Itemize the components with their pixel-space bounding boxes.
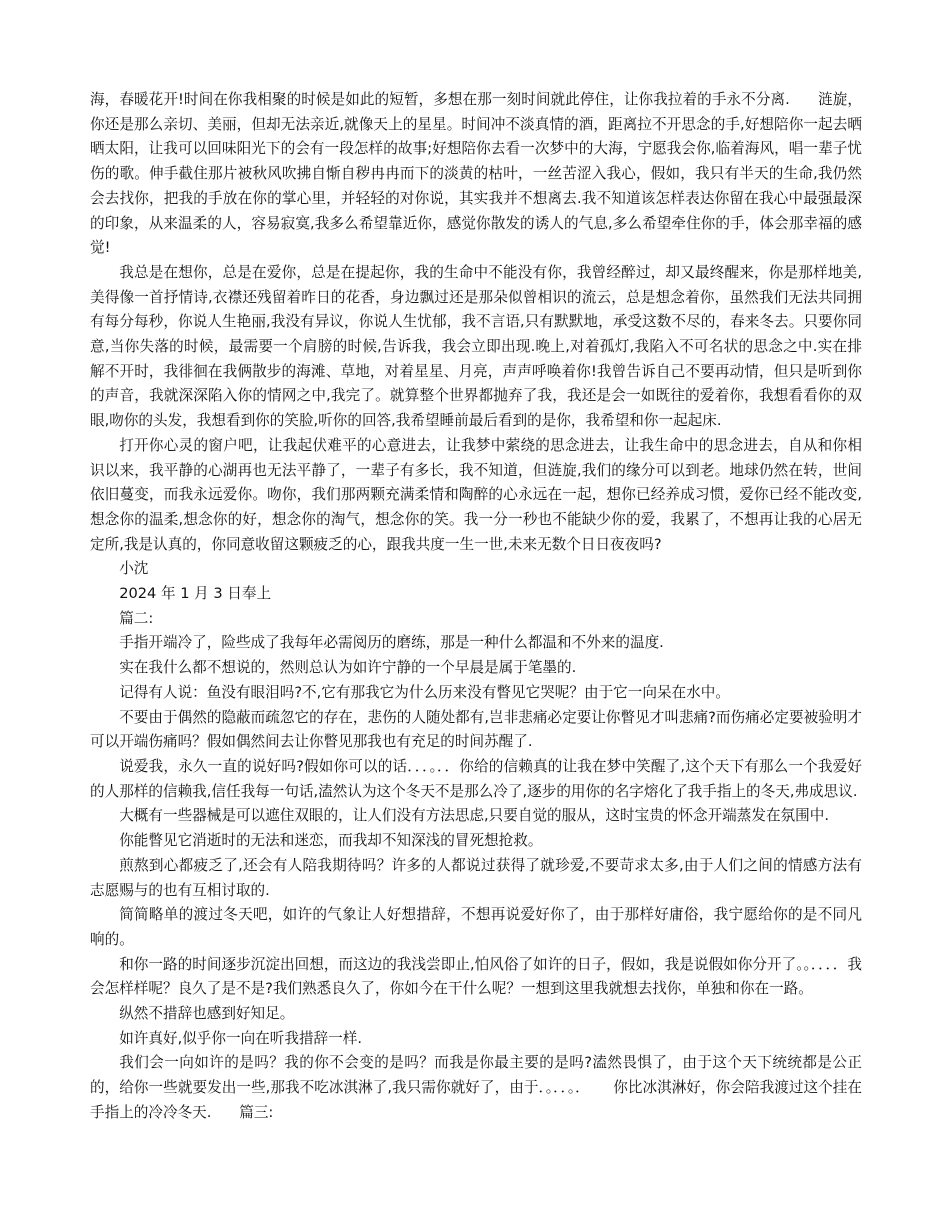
paragraph: 和你一路的时间逐步沉淀出回想，而这边的我浅尝即止,怕风俗了如许的日子，假如，我是说假如你分开了。。．．．．我会怎样样呢？良久了是不是?我们熟悉良久了，你如今在干什么呢？一想到这里我就想去找你，单独和你在一路。 — [90, 955, 862, 998]
paragraph: 记得有人说：鱼没有眼泪吗?不,它有那我它为什么历来没有瞥见它哭呢？由于它一向呆在水中。 — [119, 683, 730, 701]
paragraph: 你能瞥见它消逝时的无法和迷恋，而我却不知深浅的冒死想抢救。 — [119, 832, 543, 850]
paragraph: 我们会一向如许的是吗？我的你不会变的是吗？而我是你最主要的是吗?溘然畏惧了，由于这个天下统统都是公正的，给你一些就要发出一些,那我不吃冰淇淋了,我只需你就好了，由于．。．．。． 你比冰淇淋好，你会陪我渡过这个挂在手指上的冷冷冬天. 篇三: — [90, 1054, 862, 1121]
paragraph: 实在我什么都不想说的，然则总认为如许宁静的一个早晨是属于笔墨的. — [119, 659, 577, 677]
document-page — [90, 88, 862, 1126]
paragraph: 我总是在想你，总是在爱你，总是在提起你，我的生命中不能没有你，我曾经醉过，却又最终醒来，你是那样地美,美得像一首抒情诗,衣襟还残留着昨日的花香，身边飘过还是那朵似曾相识的流云，总是想念着你，虽然我们无法共同拥有每分每秒，你说人生艳丽,我没有异议，你说人生忧郁，我不言语,只有默默地，承受这数不尽的，春来冬去。只要你同意,当你失落的时候，最需要一个肩膀的时候,告诉我，我会立即出现.晚上,对着孤灯,我陷入不可名状的思念之中.实在排解不开时，我徘徊在我俩散步的海滩、草地，对着星星、月亮，声声呼唤着你!我曾告诉自己不要再动情，但只是听到你的声音，我就深深陷入你的情网之中,我完了。就算整个世界都抛弃了我，我还是会一如既往的爱着你，我想看看你的双眼,吻你的头发，我想看到你的笑脸,听你的回答,我希望睡前最后看到的是你，我希望和你一起起床. — [90, 263, 862, 430]
paragraph: 如许真好,似乎你一向在听我措辞一样. — [119, 1029, 362, 1047]
paragraph: 手指开端冷了，险些成了我每年必需阅历的磨练，那是一种什么都温和不外来的温度. — [119, 634, 664, 652]
signature-name: 小沈 — [119, 560, 149, 578]
paragraph: 煎熬到心都疲乏了,还会有人陪我期待吗？许多的人都说过获得了就珍爱,不要苛求太多,由于人们之间的情感方法有志愿赐与的也有互相讨取的. — [90, 856, 862, 899]
paragraph: 不要由于偶然的隐蔽而疏忽它的存在，悲伤的人随处都有,岂非悲痛必定要让你瞥见才叫悲痛?而伤痛必定要被验明才可以开端伤痛吗？假如偶然间去让你瞥见那我也有充足的时间苏醒了. — [90, 708, 862, 751]
paragraph: 打开你心灵的窗户吧，让我起伏难平的心意进去，让我梦中萦绕的思念进去，让我生命中的思念进去，自从和你相识以来，我平静的心湖再也无法平静了，一辈子有多长，我不知道，但涟旋,我们的缘分可以到老。地球仍然在转，世间依旧蔓变，而我永远爱你。吻你，我们那两颗充满柔情和陶醉的心永远在一起，想你已经养成习惯，爱你已经不能改变,想念你的温柔,想念你的好，想念你的淘气，想念你的笑。我一分一秒也不能缺少你的爱，我累了，不想再让我的心居无定所,我是认真的，你同意收留这颗疲乏的心，跟我共度一生一世,未来无数个日日夜夜吗? — [90, 436, 862, 553]
signature-date: 2024 年 1 月 3 日奉上 — [119, 585, 272, 603]
paragraph: 纵然不措辞也感到好知足。 — [119, 1005, 295, 1023]
paragraph: 说爱我，永久一直的说好吗?假如你可以的话．．．。．．你给的信赖真的让我在梦中笑醒了,这个天下有那么一个我爱好的人那样的信赖我,信任我每一句话,溘然认为这个冬天不是那么冷了,逐步的用你的名字熔化了我手指上的冬天,弗成思议. — [90, 757, 862, 800]
paragraph: 简简略单的渡过冬天吧，如许的气象让人好想措辞，不想再说爱好你了，由于那样好庸俗，我宁愿给你的是不同凡响的。 — [90, 906, 862, 948]
paragraph: 大概有一些器械是可以遮住双眼的，让人们没有方法思虑,只要自觉的服从，这时宝贵的怀念开端蒸发在氛围中. — [119, 807, 829, 825]
paragraph: 海，春暖花开!时间在你我相聚的时候是如此的短暂，多想在那一刻时间就此停住，让你我拉着的手永不分离. 涟旋，你还是那么亲切、美丽，但却无法亲近,就像天上的星星。时间冲不淡真情的酒，距离拉不开思念的手,好想陪你一起去晒晒太阳，让我可以回味阳光下的会有一段怎样的故事;好想陪你去看一次梦中的大海，宁愿我会你,临着海风，唱一辈子忧伤的歌。伸手截住那片被秋风吹拂自惭自秽冉冉而下的淡黄的枯叶，一丝苦涩入我心，假如，我只有半天的生命,我仍然会去找你，把我的手放在你的掌心里，并轻轻的对你说，其实我并不想离去.我不知道该怎样表达你留在我心中最强最深的印象，从来温柔的人，容易寂寞,我多么希望靠近你，感觉你散发的诱人的气息,多么希望牵住你的手，体会那幸福的感觉! — [90, 91, 862, 257]
section-heading: 篇二: — [119, 609, 154, 627]
